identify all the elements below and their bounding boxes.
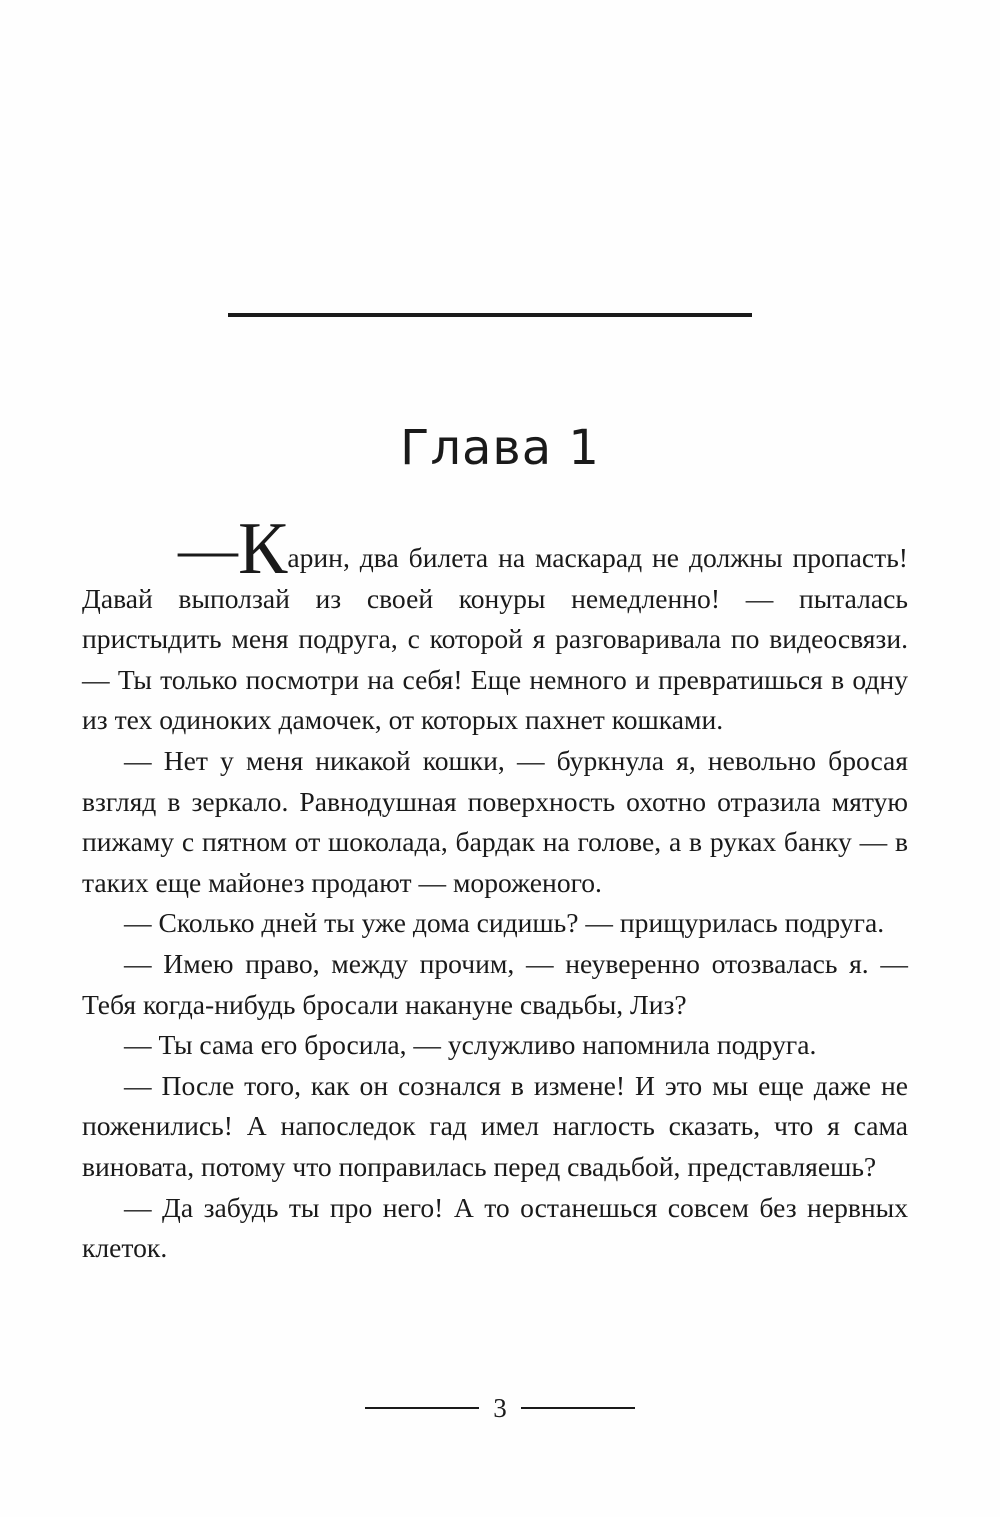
paragraph-7: — Да забудь ты про него! А то останешься совсем без нервных клеток. <box>82 1191 908 1264</box>
paragraph-2: — Нет у меня никакой кошки, — буркнула я, невольно бросая взгляд в зеркало. Равнодушная поверхность охотно отразила мятую пижаму с пятном от шоколада, бардак на голове, а в руках банку — в таких еще майонез продают — мороженого. <box>82 744 908 898</box>
page-footer <box>0 1388 1000 1428</box>
chapter-title: Глава 1 <box>400 420 600 476</box>
drop-cap: К <box>238 508 288 590</box>
paragraph-text: арин, два билета на маскарад не должны пропасть! Давай выползай из своей конуры немедленно! — пыталась пристыдить меня подруга, с которой я разговаривала по видеосвязи. — Ты только посмотри на себя! Еще немного и превратишься в одну из тех одиноких дамочек, от которых пахнет кошками. <box>82 542 908 736</box>
lead-dash: — <box>178 516 238 582</box>
chapter-top-rule <box>228 313 752 317</box>
folio-rule-left <box>365 1407 479 1409</box>
paragraph-5: — Ты сама его бросила, — услужливо напомнила подруга. <box>124 1029 817 1061</box>
paragraph-6: — После того, как он сознался в измене! И это мы еще даже не поженились! А напоследок гад имел наглость сказать, что я сама виновата, потому что поправилась перед свадьбой, представляешь? <box>82 1069 908 1182</box>
paragraph-4: — Имею право, между прочим, — неуверенно отозвалась я. — Тебя когда-нибудь бросали накануне свадьбы, Лиз? <box>82 947 908 1020</box>
chapter-body <box>82 508 908 1269</box>
page-number: 3 <box>493 1393 507 1423</box>
paragraph-3: — Сколько дней ты уже дома сидишь? — прищурилась подруга. <box>124 907 885 939</box>
paragraph-1 <box>82 508 908 741</box>
folio-rule-right <box>521 1407 635 1409</box>
